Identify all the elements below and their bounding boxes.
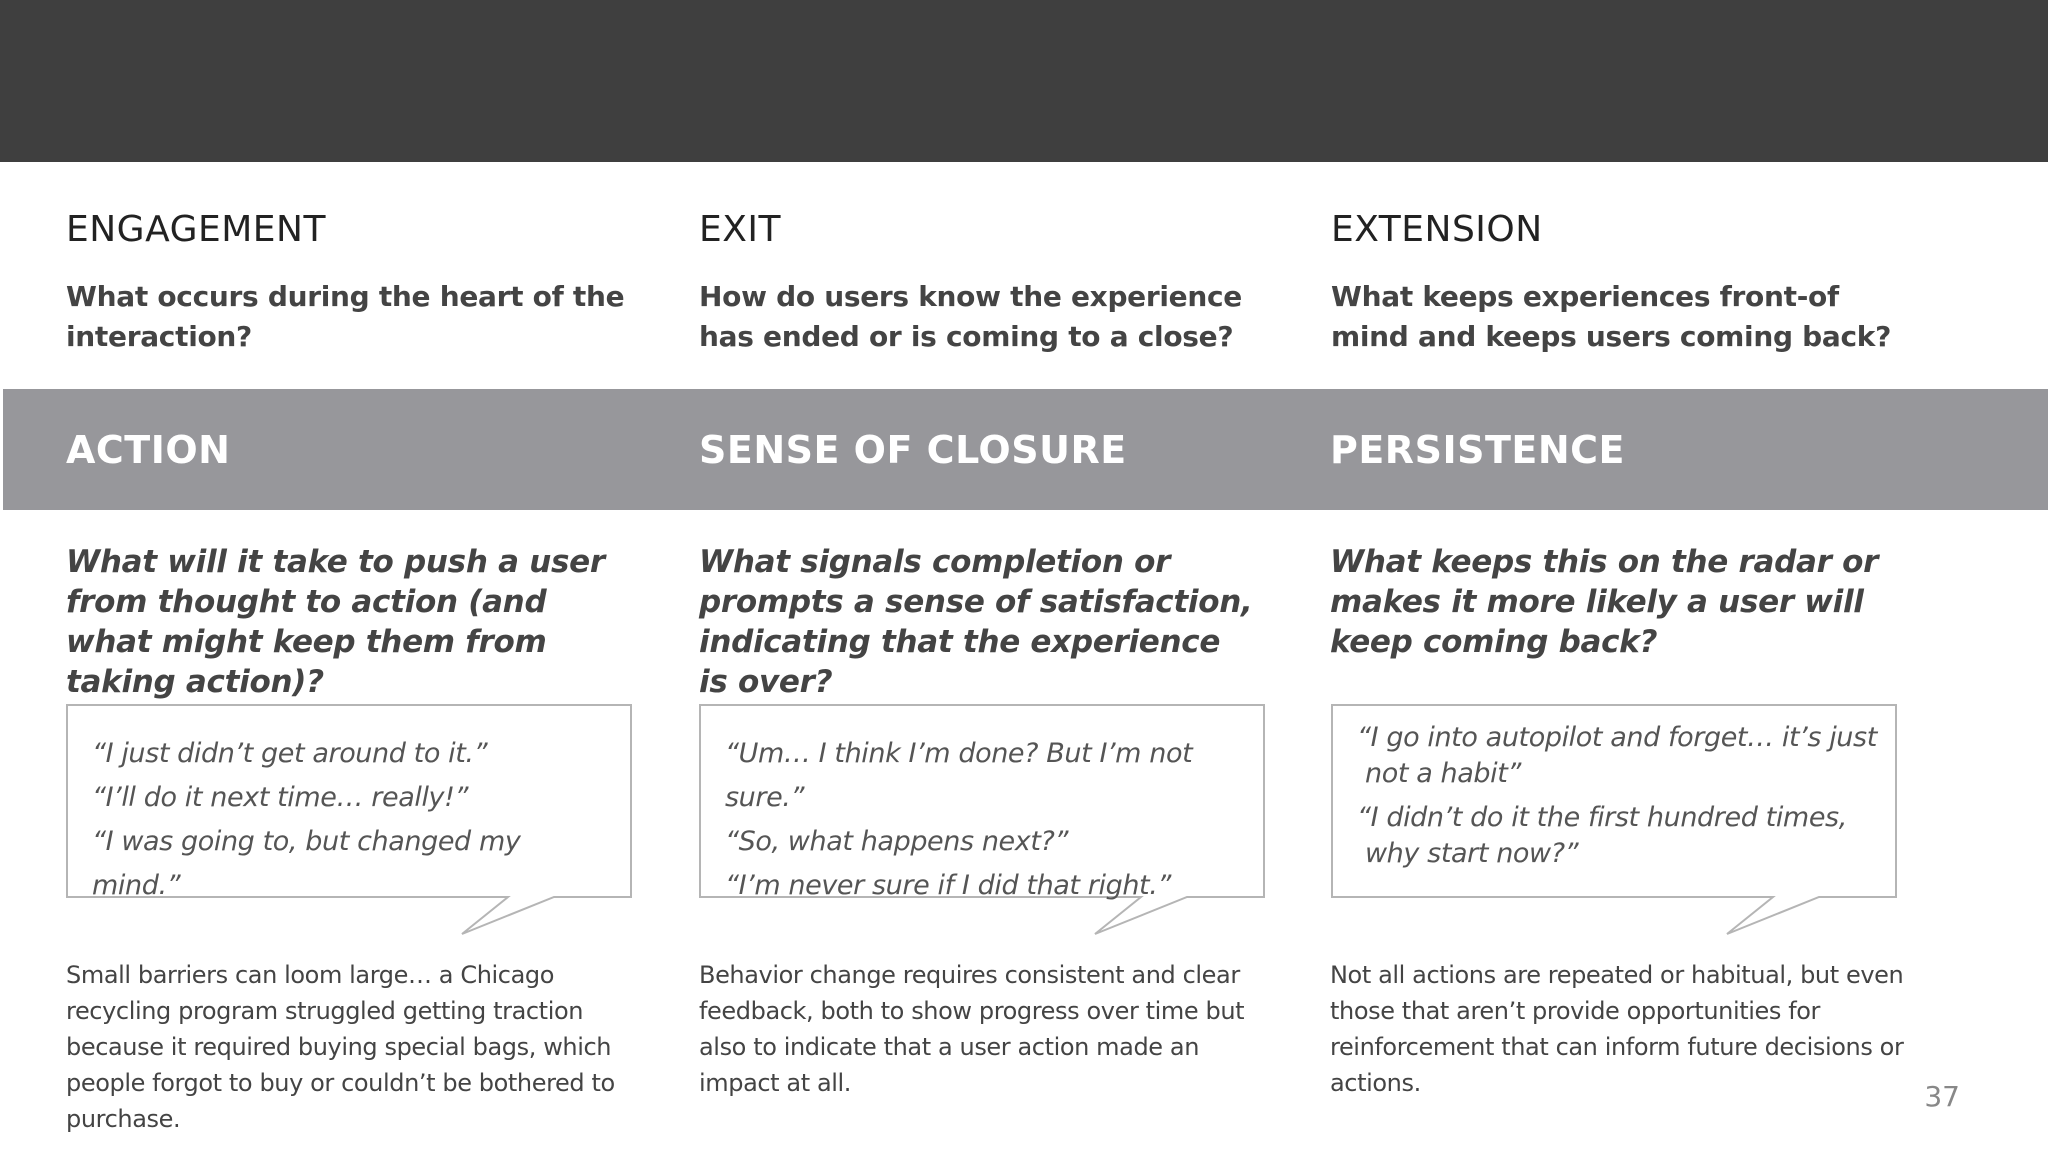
stage-column-engagement [66, 205, 636, 357]
quote: “I’ll do it next time… really!” [92, 782, 469, 813]
stage-column-extension [1331, 205, 1901, 357]
quote: “I was going to, but changed my mind.” [92, 826, 521, 901]
page-number: 37 [1924, 1080, 1960, 1113]
stage-title: ENGAGEMENT [66, 209, 326, 250]
principle-description: Small barriers can loom large… a Chicago recycling program struggled getting traction because it required buying special bags, which people forgot to buy or couldn’t be bothered to purchase. [66, 961, 615, 1133]
principle-question: What will it take to push a user from thought to action (and what might keep them from taking action)? [66, 544, 605, 700]
band-label-sense-of-closure: SENSE OF CLOSURE [699, 428, 1127, 472]
header-bar [0, 0, 2048, 162]
quote-list [725, 732, 1245, 908]
quote-list [1357, 720, 1877, 880]
stage-title: EXIT [699, 209, 782, 250]
stage-question: What keeps experiences front-of mind and keeps users coming back? [1331, 280, 1892, 353]
quote: “I go into autopilot and forget… it’s just not a habit” [1357, 722, 1877, 789]
stage-question: What occurs during the heart of the interaction? [66, 280, 625, 353]
stage-question: How do users know the experience has ended or is coming to a close? [699, 280, 1242, 353]
quote-bubble [699, 704, 1265, 936]
band-label-persistence: PERSISTENCE [1330, 428, 1625, 472]
stage-headings [0, 205, 2048, 375]
principle-question: What signals completion or prompts a sense of satisfaction, indicating that the experience is over? [699, 544, 1253, 700]
quote: “I just didn’t get around to it.” [92, 738, 488, 769]
principle-description: Behavior change requires consistent and clear feedback, both to show progress over time but also to indicate that a user action made an impact at all. [699, 961, 1245, 1097]
quote-bubble [1331, 704, 1897, 936]
quote: “I didn’t do it the first hundred times, why start now?” [1357, 802, 1847, 869]
principle-question: What keeps this on the radar or makes it more likely a user will keep coming back? [1330, 544, 1879, 660]
quote: “Um… I think I’m done? But I’m not sure.” [725, 738, 1193, 813]
band-label-action: ACTION [66, 428, 231, 472]
quote: “I’m never sure if I did that right.” [725, 870, 1172, 901]
quote-bubble [66, 704, 632, 936]
quote: “So, what happens next?” [725, 826, 1069, 857]
stage-column-exit [699, 205, 1269, 357]
quote-list [92, 732, 612, 908]
principle-description: Not all actions are repeated or habitual, but even those that aren’t provide opportunities for reinforcement that can inform future decisions or actions. [1330, 961, 1904, 1097]
stage-title: EXTENSION [1331, 209, 1543, 250]
